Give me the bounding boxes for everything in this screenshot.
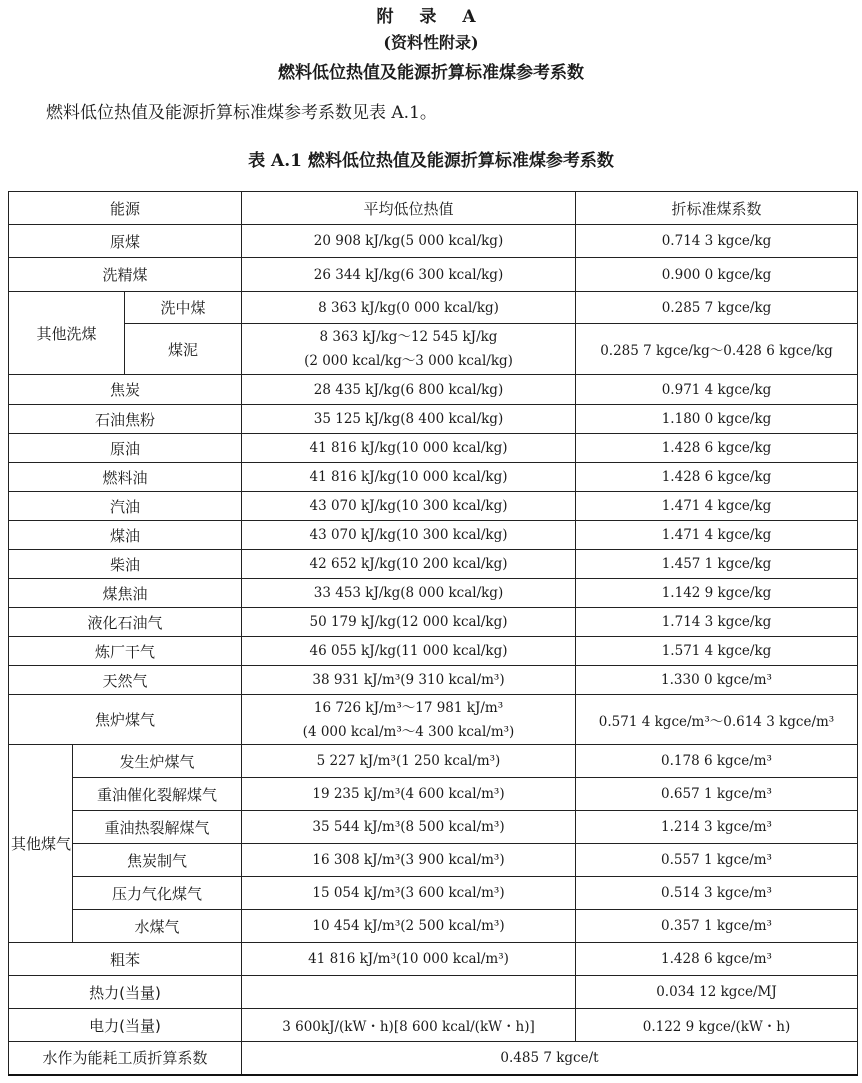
energy-cell: 洗中煤 xyxy=(125,292,242,324)
table-row xyxy=(9,844,858,877)
table-row xyxy=(9,745,858,778)
energy-cell: 原煤 xyxy=(9,225,242,258)
header-coefficient: 折标准煤系数 xyxy=(576,192,858,225)
coef-cell: 0.900 0 kgce/kg xyxy=(576,258,858,292)
coef-cell: 0.357 1 kgce/m³ xyxy=(576,910,858,943)
heat-cell xyxy=(242,976,576,1009)
energy-cell: 煤焦油 xyxy=(9,579,242,608)
coef-cell: 1.714 3 kgce/kg xyxy=(576,608,858,637)
table-row xyxy=(9,666,858,695)
energy-cell: 石油焦粉 xyxy=(9,405,242,434)
heat-cell: 43 070 kJ/kg(10 300 kcal/kg) xyxy=(242,521,576,550)
table-row xyxy=(9,778,858,811)
table-row xyxy=(9,943,858,976)
heat-cell: 35 544 kJ/m³(8 500 kcal/m³) xyxy=(242,811,576,844)
table-row xyxy=(9,695,858,745)
energy-cell: 煤油 xyxy=(9,521,242,550)
energy-cell: 电力(当量) xyxy=(9,1009,242,1042)
heat-cell: 19 235 kJ/m³(4 600 kcal/m³) xyxy=(242,778,576,811)
table-row xyxy=(9,811,858,844)
coef-cell: 1.428 6 kgce/kg xyxy=(576,463,858,492)
energy-cell: 发生炉煤气 xyxy=(73,745,242,778)
header-energy: 能源 xyxy=(9,192,242,225)
coef-cell: 1.471 4 kgce/kg xyxy=(576,521,858,550)
table-row xyxy=(9,1042,858,1075)
energy-cell: 洗精煤 xyxy=(9,258,242,292)
table-row xyxy=(9,324,858,375)
energy-cell: 天然气 xyxy=(9,666,242,695)
table-row xyxy=(9,637,858,666)
coef-cell: 1.180 0 kgce/kg xyxy=(576,405,858,434)
table-row xyxy=(9,877,858,910)
heat-line-2: (4 000 kcal/m³～4 300 kcal/m³) xyxy=(302,723,515,740)
table-caption: 表 A.1 燃料低位热值及能源折算标准煤参考系数 xyxy=(248,151,614,171)
energy-cell: 焦炭制气 xyxy=(73,844,242,877)
energy-cell: 焦炭 xyxy=(9,375,242,405)
table-row xyxy=(9,292,858,324)
appendix-title: 附 录 A xyxy=(376,7,486,27)
coef-cell: 0.034 12 kgce/MJ xyxy=(576,976,858,1009)
table-row xyxy=(9,976,858,1009)
coef-cell: 1.428 6 kgce/kg xyxy=(576,434,858,463)
coef-cell: 1.571 4 kgce/kg xyxy=(576,637,858,666)
coefficient-table xyxy=(8,191,858,1076)
table-row xyxy=(9,492,858,521)
coef-cell: 1.214 3 kgce/m³ xyxy=(576,811,858,844)
coef-cell: 1.471 4 kgce/kg xyxy=(576,492,858,521)
energy-cell: 重油热裂解煤气 xyxy=(73,811,242,844)
appendix-subtitle: (资料性附录) xyxy=(383,33,479,52)
coef-cell: 0.971 4 kgce/kg xyxy=(576,375,858,405)
heat-cell: 5 227 kJ/m³(1 250 kcal/m³) xyxy=(242,745,576,778)
heat-cell: 50 179 kJ/kg(12 000 kcal/kg) xyxy=(242,608,576,637)
table-row xyxy=(9,910,858,943)
energy-cell: 热力(当量) xyxy=(9,976,242,1009)
heat-cell: 42 652 kJ/kg(10 200 kcal/kg) xyxy=(242,550,576,579)
energy-cell: 液化石油气 xyxy=(9,608,242,637)
coef-cell: 0.285 7 kgce/kg xyxy=(576,292,858,324)
energy-cell: 原油 xyxy=(9,434,242,463)
coef-cell: 0.557 1 kgce/m³ xyxy=(576,844,858,877)
coef-cell: 0.657 1 kgce/m³ xyxy=(576,778,858,811)
heat-line-2: (2 000 kcal/kg～3 000 kcal/kg) xyxy=(304,353,513,369)
coef-cell: 0.571 4 kgce/m³～0.614 3 kgce/m³ xyxy=(576,695,858,745)
energy-cell: 燃料油 xyxy=(9,463,242,492)
energy-cell: 炼厂干气 xyxy=(9,637,242,666)
heat-cell: 41 816 kJ/kg(10 000 kcal/kg) xyxy=(242,463,576,492)
table-row xyxy=(9,434,858,463)
energy-cell: 焦炉煤气 xyxy=(9,695,242,745)
heat-cell: 46 055 kJ/kg(11 000 kcal/kg) xyxy=(242,637,576,666)
heat-cell: 26 344 kJ/kg(6 300 kcal/kg) xyxy=(242,258,576,292)
appendix-heading: 燃料低位热值及能源折算标准煤参考系数 xyxy=(278,63,584,83)
coef-cell: 0.514 3 kgce/m³ xyxy=(576,877,858,910)
table-row xyxy=(9,225,858,258)
heat-cell: 20 908 kJ/kg(5 000 kcal/kg) xyxy=(242,225,576,258)
coef-cell: 1.457 1 kgce/kg xyxy=(576,550,858,579)
heat-cell: 10 454 kJ/m³(2 500 kcal/m³) xyxy=(242,910,576,943)
heat-cell: 3 600kJ/(kW・h)[8 600 kcal/(kW・h)] xyxy=(242,1009,576,1042)
heat-cell: 28 435 kJ/kg(6 800 kcal/kg) xyxy=(242,375,576,405)
coef-cell: 0.178 6 kgce/m³ xyxy=(576,745,858,778)
heat-cell: 43 070 kJ/kg(10 300 kcal/kg) xyxy=(242,492,576,521)
group-cell-other-washed-coal: 其他洗煤 xyxy=(9,292,125,375)
energy-cell: 煤泥 xyxy=(125,324,242,375)
table-row xyxy=(9,258,858,292)
table-header-row xyxy=(9,192,858,225)
energy-cell: 汽油 xyxy=(9,492,242,521)
group-cell-other-gas: 其他煤气 xyxy=(9,745,73,943)
heat-cell: 33 453 kJ/kg(8 000 kcal/kg) xyxy=(242,579,576,608)
coef-cell: 0.714 3 kgce/kg xyxy=(576,225,858,258)
coef-cell: 1.330 0 kgce/m³ xyxy=(576,666,858,695)
heat-line-1: 8 363 kJ/kg～12 545 kJ/kg xyxy=(319,329,498,345)
energy-cell: 柴油 xyxy=(9,550,242,579)
table-row xyxy=(9,521,858,550)
table-row xyxy=(9,463,858,492)
heat-cell: 8 363 kJ/kg(0 000 kcal/kg) xyxy=(242,292,576,324)
coef-cell: 0.122 9 kgce/(kW・h) xyxy=(576,1009,858,1042)
intro-paragraph: 燃料低位热值及能源折算标准煤参考系数见表 A.1。 xyxy=(46,103,437,123)
table-row xyxy=(9,550,858,579)
table-row xyxy=(9,405,858,434)
energy-cell: 粗苯 xyxy=(9,943,242,976)
energy-cell: 重油催化裂解煤气 xyxy=(73,778,242,811)
energy-cell: 水作为能耗工质折算系数 xyxy=(9,1042,242,1075)
merged-value-cell: 0.485 7 kgce/t xyxy=(242,1042,858,1075)
heat-line-1: 16 726 kJ/m³～17 981 kJ/m³ xyxy=(313,699,504,716)
table-row xyxy=(9,375,858,405)
energy-cell: 压力气化煤气 xyxy=(73,877,242,910)
table-row xyxy=(9,608,858,637)
heat-cell: 15 054 kJ/m³(3 600 kcal/m³) xyxy=(242,877,576,910)
heat-cell: 41 816 kJ/m³(10 000 kcal/m³) xyxy=(242,943,576,976)
energy-cell: 水煤气 xyxy=(73,910,242,943)
heat-cell: 35 125 kJ/kg(8 400 kcal/kg) xyxy=(242,405,576,434)
header-heat-value: 平均低位热值 xyxy=(242,192,576,225)
heat-cell xyxy=(242,695,576,745)
heat-cell: 41 816 kJ/kg(10 000 kcal/kg) xyxy=(242,434,576,463)
heat-cell xyxy=(242,324,576,375)
coef-cell: 0.285 7 kgce/kg～0.428 6 kgce/kg xyxy=(576,324,858,375)
coef-cell: 1.142 9 kgce/kg xyxy=(576,579,858,608)
coef-cell: 1.428 6 kgce/m³ xyxy=(576,943,858,976)
heat-cell: 16 308 kJ/m³(3 900 kcal/m³) xyxy=(242,844,576,877)
table-row xyxy=(9,1009,858,1042)
table-row xyxy=(9,579,858,608)
heat-cell: 38 931 kJ/m³(9 310 kcal/m³) xyxy=(242,666,576,695)
